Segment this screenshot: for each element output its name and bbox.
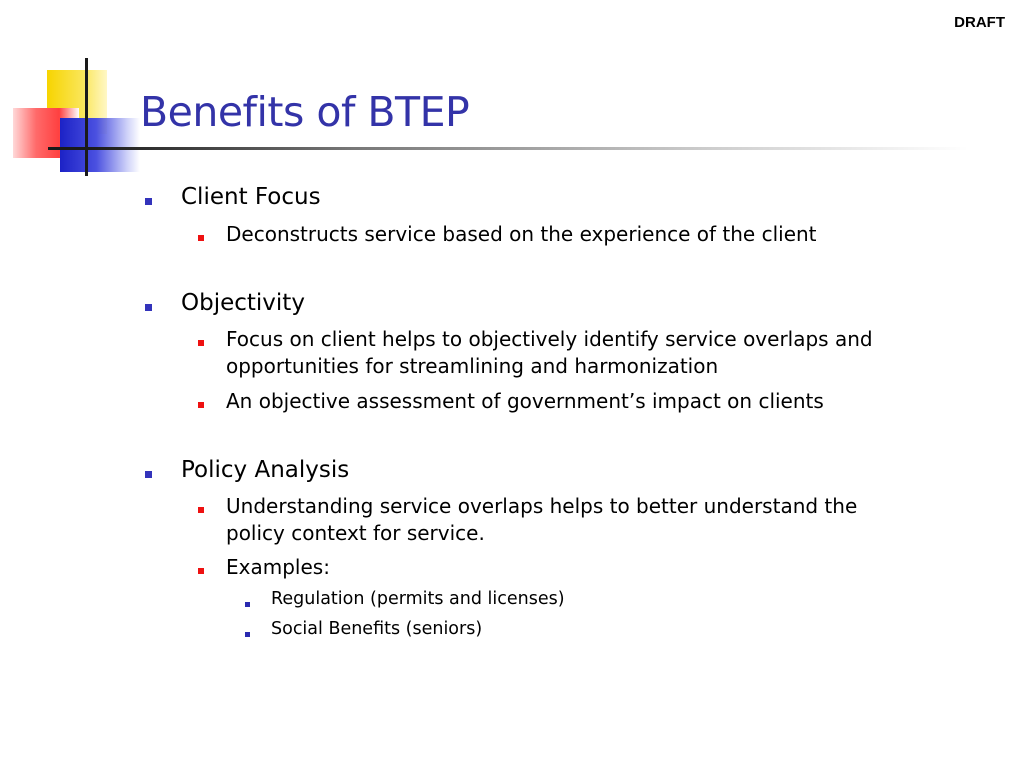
list-item-text: Examples: — [226, 555, 330, 579]
section-heading: Policy Analysis — [181, 457, 350, 483]
logo-blue-square — [60, 118, 140, 172]
list-item-text: policy context for service. — [226, 521, 485, 545]
slide-title: Benefits of BTEP — [140, 88, 470, 136]
sub-list-item-text: Social Benefits (seniors) — [271, 619, 483, 639]
list-item-text: Focus on client helps to objectively identify service overlaps and — [226, 327, 873, 351]
level3-bullet-icon — [245, 602, 250, 607]
level2-bullet-icon — [198, 507, 204, 513]
level2-bullet-icon — [198, 340, 204, 346]
level3-bullet-icon — [245, 632, 250, 637]
level1-bullet-icon — [145, 471, 152, 478]
title-rule — [88, 147, 968, 150]
draft-label: DRAFT — [954, 14, 1005, 31]
logo-vertical-line — [85, 58, 88, 176]
section-heading: Client Focus — [181, 184, 321, 210]
list-item-text: An objective assessment of government’s impact on clients — [226, 389, 824, 413]
list-item-text: Deconstructs service based on the experience of the client — [226, 222, 817, 246]
level2-bullet-icon — [198, 402, 204, 408]
section-heading: Objectivity — [181, 290, 305, 316]
level2-bullet-icon — [198, 568, 204, 574]
list-item-text: Understanding service overlaps helps to better understand the — [226, 494, 858, 518]
sub-list-item-text: Regulation (permits and licenses) — [271, 589, 565, 609]
list-item-text: opportunities for streamlining and harmonization — [226, 354, 719, 378]
level1-bullet-icon — [145, 198, 152, 205]
level1-bullet-icon — [145, 304, 152, 311]
level2-bullet-icon — [198, 235, 204, 241]
